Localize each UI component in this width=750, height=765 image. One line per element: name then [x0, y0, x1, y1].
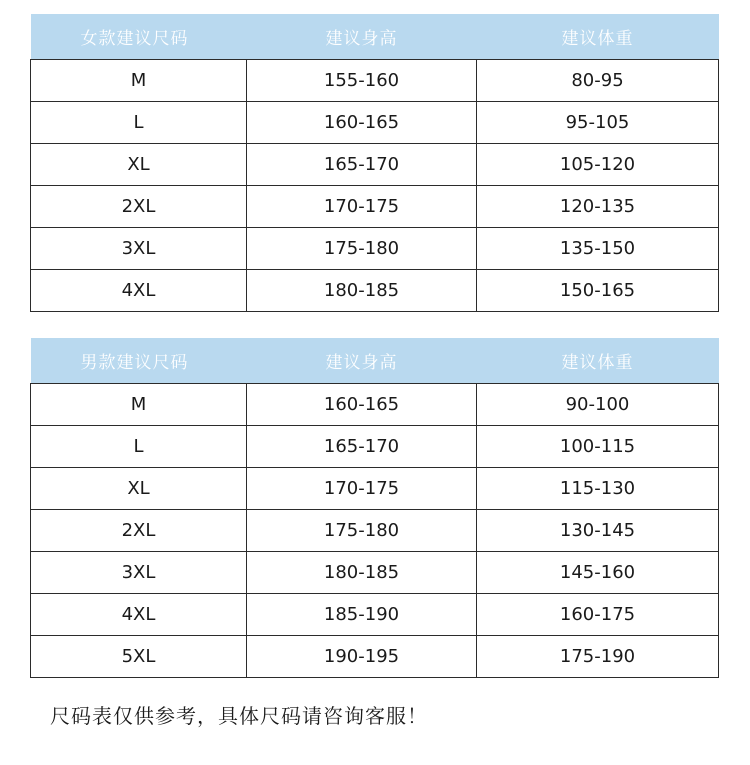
table-row — [31, 144, 719, 186]
men-size-table — [30, 338, 719, 678]
height-cell: 155-160 — [247, 60, 477, 102]
column-header-height: 建议身高 — [247, 14, 477, 60]
size-cell: L — [31, 426, 247, 468]
column-header-weight: 建议体重 — [477, 14, 719, 60]
column-header-weight: 建议体重 — [477, 338, 719, 384]
table-header-row — [31, 14, 719, 60]
size-cell: M — [31, 60, 247, 102]
size-cell: 2XL — [31, 186, 247, 228]
table-row — [31, 468, 719, 510]
size-cell: M — [31, 384, 247, 426]
table-row — [31, 186, 719, 228]
height-cell: 185-190 — [247, 594, 477, 636]
size-cell: 5XL — [31, 636, 247, 678]
weight-cell: 95-105 — [477, 102, 719, 144]
women-size-table — [30, 14, 719, 312]
height-cell: 165-170 — [247, 426, 477, 468]
size-cell: 2XL — [31, 510, 247, 552]
height-cell: 180-185 — [247, 552, 477, 594]
weight-cell: 145-160 — [477, 552, 719, 594]
height-cell: 175-180 — [247, 510, 477, 552]
height-cell: 160-165 — [247, 384, 477, 426]
height-cell: 180-185 — [247, 270, 477, 312]
size-cell: 4XL — [31, 270, 247, 312]
size-cell: L — [31, 102, 247, 144]
weight-cell: 80-95 — [477, 60, 719, 102]
column-header-size: 男款建议尺码 — [31, 338, 247, 384]
table-row — [31, 228, 719, 270]
height-cell: 190-195 — [247, 636, 477, 678]
weight-cell: 160-175 — [477, 594, 719, 636]
size-cell: 4XL — [31, 594, 247, 636]
height-cell: 160-165 — [247, 102, 477, 144]
weight-cell: 90-100 — [477, 384, 719, 426]
height-cell: 175-180 — [247, 228, 477, 270]
weight-cell: 100-115 — [477, 426, 719, 468]
height-cell: 170-175 — [247, 186, 477, 228]
table-row — [31, 552, 719, 594]
size-cell: 3XL — [31, 552, 247, 594]
column-header-size: 女款建议尺码 — [31, 14, 247, 60]
size-cell: XL — [31, 468, 247, 510]
table-row — [31, 636, 719, 678]
table-row — [31, 270, 719, 312]
weight-cell: 115-130 — [477, 468, 719, 510]
size-cell: XL — [31, 144, 247, 186]
table-row — [31, 594, 719, 636]
weight-cell: 130-145 — [477, 510, 719, 552]
table-row — [31, 426, 719, 468]
height-cell: 165-170 — [247, 144, 477, 186]
table-header-row — [31, 338, 719, 384]
column-header-height: 建议身高 — [247, 338, 477, 384]
height-cell: 170-175 — [247, 468, 477, 510]
footnote-text: 尺码表仅供参考，具体尺码请咨询客服！ — [50, 704, 428, 728]
table-row — [31, 102, 719, 144]
weight-cell: 175-190 — [477, 636, 719, 678]
weight-cell: 150-165 — [477, 270, 719, 312]
weight-cell: 105-120 — [477, 144, 719, 186]
table-row — [31, 384, 719, 426]
weight-cell: 135-150 — [477, 228, 719, 270]
table-row — [31, 510, 719, 552]
weight-cell: 120-135 — [477, 186, 719, 228]
table-row — [31, 60, 719, 102]
size-cell: 3XL — [31, 228, 247, 270]
